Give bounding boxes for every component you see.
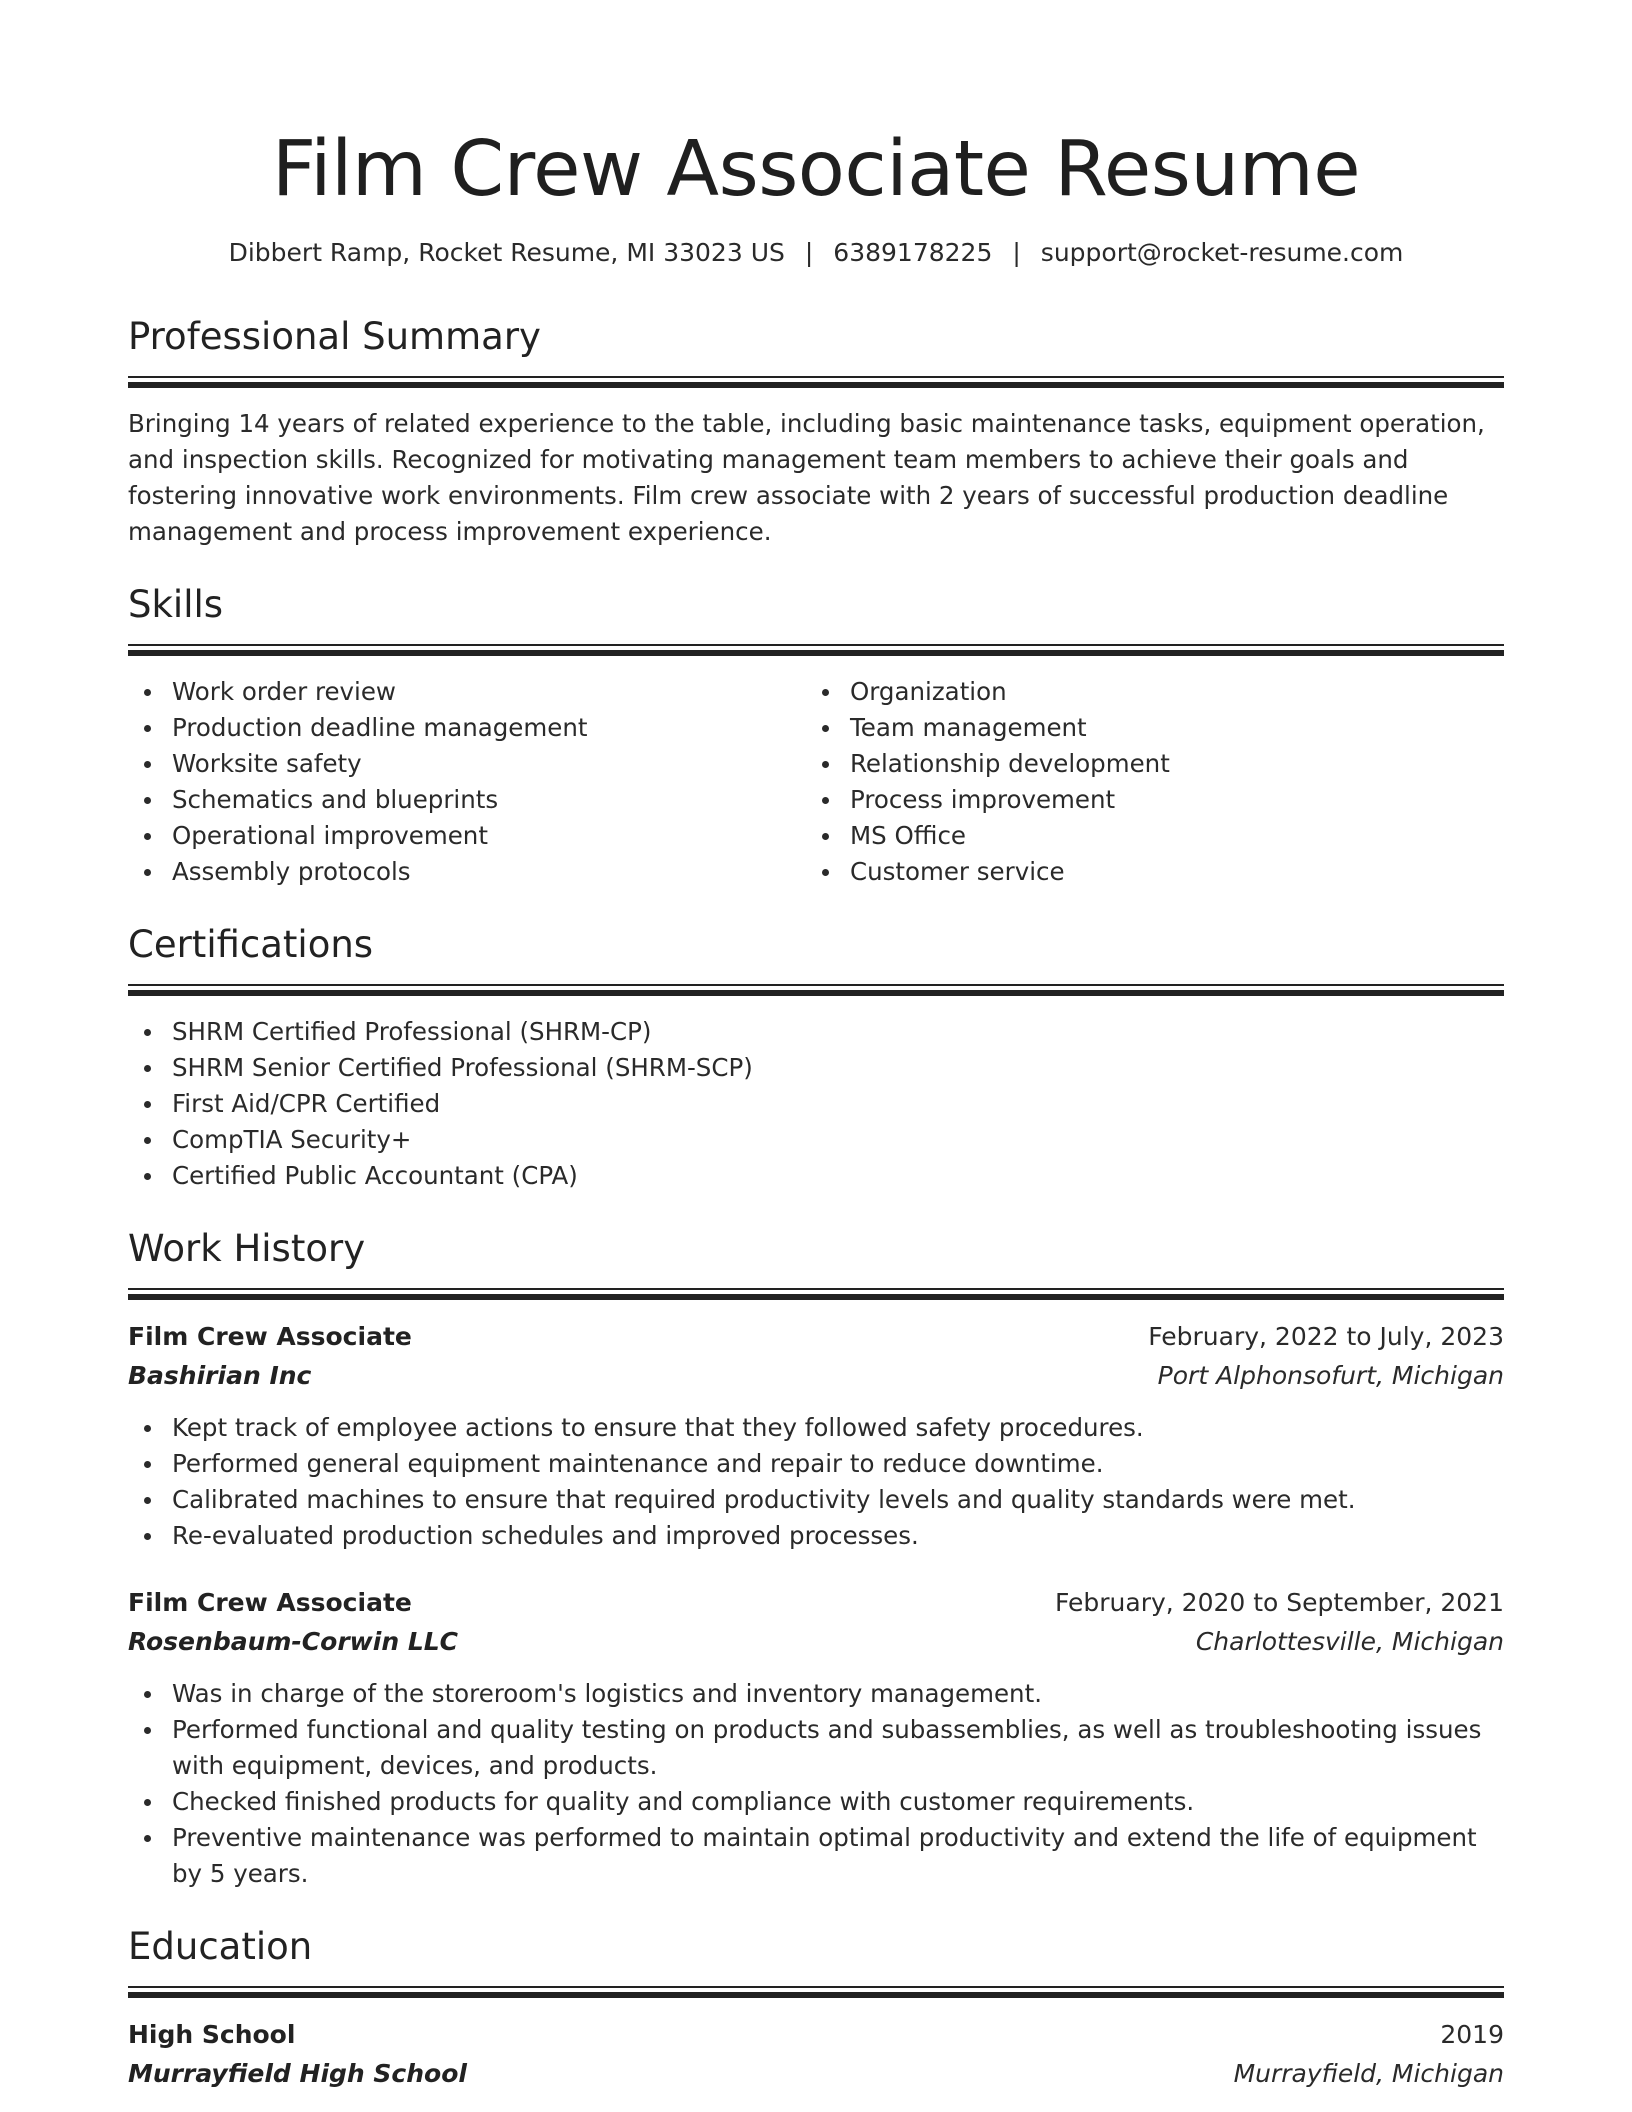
- section-heading-skills: Skills: [128, 583, 224, 626]
- skill-item: Relationship development: [806, 746, 1484, 782]
- education-location: Murrayfield, Michigan: [1233, 2059, 1504, 2088]
- education-section: [128, 1922, 1504, 2094]
- education-entry: [128, 2016, 1504, 2094]
- certification-item: First Aid/CPR Certified: [128, 1086, 1504, 1122]
- job-location: Port Alphonsofurt, Michigan: [1157, 1361, 1504, 1390]
- job-header: [128, 1584, 1504, 1622]
- job-duty: Checked finished products for quality and compliance with customer requirements.: [128, 1784, 1504, 1820]
- skill-item: Team management: [806, 710, 1484, 746]
- job-dates: February, 2020 to September, 2021: [1055, 1588, 1504, 1617]
- summary-section: [128, 312, 1504, 550]
- section-divider: [128, 1986, 1504, 1998]
- section-divider: [128, 984, 1504, 996]
- skill-item: Production deadline management: [128, 710, 806, 746]
- section-heading-education: Education: [128, 1925, 313, 1968]
- work-history-section: [128, 1224, 1504, 1892]
- contact-address: Dibbert Ramp, Rocket Resume, MI 33023 US: [228, 238, 785, 267]
- job-title: Film Crew Associate: [128, 1588, 412, 1617]
- education-header: [128, 2016, 1504, 2054]
- job-duty: Was in charge of the storeroom's logistics and inventory management.: [128, 1676, 1504, 1712]
- contact-separator: |: [1012, 238, 1021, 267]
- job-subheader: [128, 1356, 1504, 1396]
- job-company: Rosenbaum-Corwin LLC: [128, 1627, 459, 1656]
- job-location: Charlottesville, Michigan: [1195, 1627, 1504, 1656]
- resume-page: [128, 0, 1504, 2094]
- job-duties-list: [128, 1410, 1504, 1554]
- job-dates: February, 2022 to July, 2023: [1148, 1322, 1504, 1351]
- skill-item: Customer service: [806, 854, 1484, 890]
- education-degree: High School: [128, 2020, 296, 2049]
- skill-item: MS Office: [806, 818, 1484, 854]
- skills-section: [128, 580, 1504, 890]
- job-duty: Performed general equipment maintenance and repair to reduce downtime.: [128, 1446, 1504, 1482]
- education-year: 2019: [1440, 2020, 1504, 2049]
- education-school: Murrayfield High School: [128, 2059, 467, 2088]
- skill-item: Work order review: [128, 674, 806, 710]
- job-duty: Preventive maintenance was performed to maintain optimal productivity and extend the life of equipment by 5 years.: [128, 1820, 1504, 1892]
- certification-item: SHRM Senior Certified Professional (SHRM-SCP): [128, 1050, 1504, 1086]
- job-duties-list: [128, 1676, 1504, 1892]
- skills-list-right: [806, 674, 1484, 890]
- section-divider: [128, 376, 1504, 388]
- job-entry: [128, 1584, 1504, 1892]
- skill-item: Schematics and blueprints: [128, 782, 806, 818]
- job-duty: Calibrated machines to ensure that required productivity levels and quality standards were met.: [128, 1482, 1504, 1518]
- section-heading-certifications: Certifications: [128, 923, 374, 966]
- section-divider: [128, 1288, 1504, 1300]
- certification-item: Certified Public Accountant (CPA): [128, 1158, 1504, 1194]
- skill-item: Worksite safety: [128, 746, 806, 782]
- job-company: Bashirian Inc: [128, 1361, 312, 1390]
- contact-separator: |: [804, 238, 814, 267]
- job-entry: [128, 1318, 1504, 1554]
- job-duty: Kept track of employee actions to ensure that they followed safety procedures.: [128, 1410, 1504, 1446]
- certifications-section: [128, 920, 1504, 1194]
- job-subheader: [128, 1622, 1504, 1662]
- section-heading-work-history: Work History: [128, 1227, 366, 1270]
- skill-item: Assembly protocols: [128, 854, 806, 890]
- job-duty: Re-evaluated production schedules and improved processes.: [128, 1518, 1504, 1554]
- certification-item: CompTIA Security+: [128, 1122, 1504, 1158]
- summary-text: Bringing 14 years of related experience to the table, including basic maintenance tasks, equipment operation, and inspection skills. Recognized for motivating management team members to achieve their goals and fostering innovative work environments. Film crew associate with 2 years of successful production deadline management and process improvement experience.: [128, 409, 1485, 546]
- job-title: Film Crew Associate: [128, 1322, 412, 1351]
- resume-title: Film Crew Associate Resume: [271, 125, 1361, 214]
- skills-list-left: [128, 674, 806, 890]
- certifications-list: [128, 1014, 1504, 1194]
- section-heading-summary: Professional Summary: [128, 315, 541, 358]
- skill-item: Process improvement: [806, 782, 1484, 818]
- job-header: [128, 1318, 1504, 1356]
- skills-grid: [128, 674, 1504, 890]
- contact-phone: 6389178225: [833, 238, 993, 267]
- certification-item: SHRM Certified Professional (SHRM-CP): [128, 1014, 1504, 1050]
- job-duty: Performed functional and quality testing on products and subassemblies, as well as troubleshooting issues with equipment, devices, and products.: [128, 1712, 1504, 1784]
- contact-email: support@rocket-resume.com: [1040, 238, 1404, 267]
- skill-item: Operational improvement: [128, 818, 806, 854]
- section-divider: [128, 644, 1504, 656]
- contact-line: [128, 236, 1504, 270]
- skill-item: Organization: [806, 674, 1484, 710]
- education-subheader: [128, 2054, 1504, 2094]
